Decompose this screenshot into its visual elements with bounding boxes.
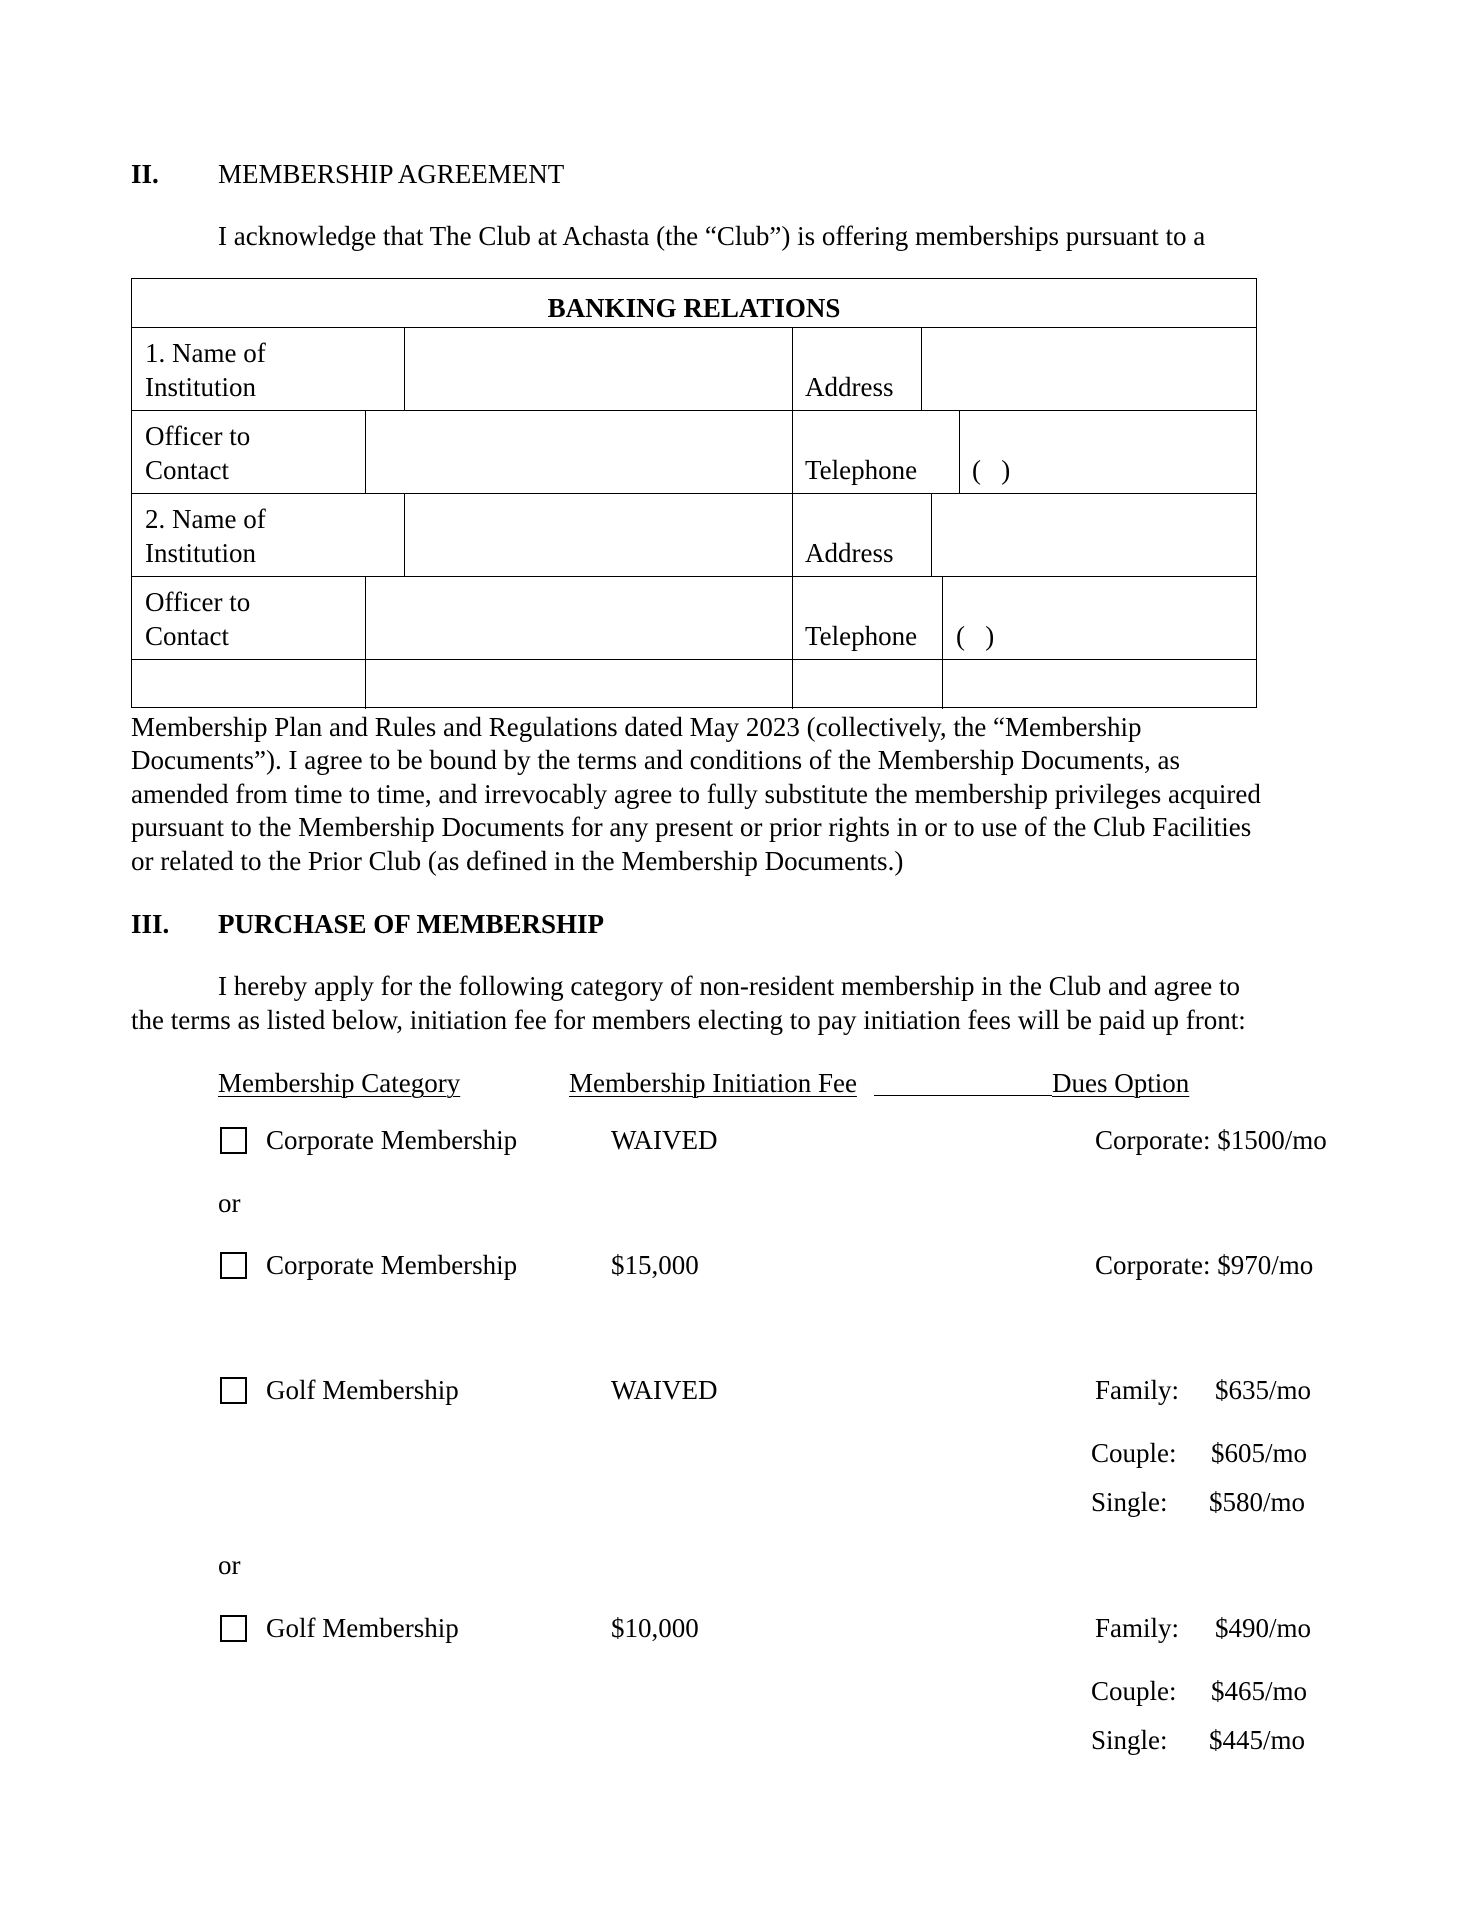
option-4-single-amount: $445/mo — [1209, 1725, 1306, 1755]
agreement-line-1: Membership Plan and Rules and Regulations dated May 2023 (collectively, the “Membership — [131, 712, 1142, 742]
row3-name-field[interactable] — [406, 495, 790, 574]
header-fee-underline-extension — [874, 1095, 1052, 1096]
row4-telephone-label: Telephone — [805, 621, 918, 651]
banking-table-title: BANKING RELATIONS — [547, 293, 841, 323]
banking-relations-table — [131, 278, 1257, 708]
option-3-couple-amount: $605/mo — [1211, 1438, 1308, 1468]
section-3-intro-line-2: the terms as listed below, initiation fee for members electing to pay initiation fees will be paid up front: — [131, 1005, 1246, 1035]
option-4-family-label: Family: — [1095, 1613, 1180, 1643]
row4-officer-field[interactable] — [367, 578, 790, 657]
row3-address-label: Address — [805, 538, 894, 568]
option-3-category: Golf Membership — [266, 1375, 459, 1405]
row2-officer-field[interactable] — [367, 412, 790, 491]
row3-label-line1: 2. Name of — [145, 504, 266, 534]
option-3-fee: WAIVED — [611, 1375, 718, 1405]
row2-label-line2: Contact — [145, 455, 229, 485]
agreement-line-5: or related to the Prior Club (as defined in the Membership Documents.) — [131, 846, 904, 876]
row1-label-line1: 1. Name of — [145, 338, 266, 368]
or-separator-1: or — [218, 1188, 241, 1218]
row4-label-line1: Officer to — [145, 587, 251, 617]
row1-address-label: Address — [805, 372, 894, 402]
option-2-category: Corporate Membership — [266, 1250, 518, 1280]
option-4-category: Golf Membership — [266, 1613, 459, 1643]
corporate-waived-checkbox[interactable] — [220, 1127, 247, 1154]
option-4-couple-amount: $465/mo — [1211, 1676, 1308, 1706]
section-2-intro: I acknowledge that The Club at Achasta (the “Club”) is offering memberships pursuant to a — [218, 221, 1206, 251]
option-1-fee: WAIVED — [611, 1125, 718, 1155]
option-4-single-label: Single: — [1091, 1725, 1168, 1755]
option-3-family-amount: $635/mo — [1215, 1375, 1312, 1405]
row3-label-line2: Institution — [145, 538, 257, 568]
row4-label-line2: Contact — [145, 621, 229, 651]
header-membership-category: Membership Category — [218, 1068, 461, 1098]
or-separator-2: or — [218, 1550, 241, 1580]
option-4-family-amount: $490/mo — [1215, 1613, 1312, 1643]
agreement-line-2: Documents”). I agree to be bound by the terms and conditions of the Membership Documents, as — [131, 745, 1180, 775]
row1-address-field[interactable] — [923, 329, 1253, 408]
corporate-fee-checkbox[interactable] — [220, 1252, 247, 1279]
option-3-single-amount: $580/mo — [1209, 1487, 1306, 1517]
option-3-single-label: Single: — [1091, 1487, 1168, 1517]
section-2-title: MEMBERSHIP AGREEMENT — [218, 159, 565, 189]
section-3-number: III. — [131, 909, 170, 939]
header-initiation-fee: Membership Initiation Fee — [569, 1068, 857, 1098]
option-1-category: Corporate Membership — [266, 1125, 518, 1155]
option-4-fee: $10,000 — [611, 1613, 699, 1643]
section-3-intro-line-1: I hereby apply for the following category of non-resident membership in the Club and agree to — [218, 971, 1240, 1001]
header-dues-option: Dues Option — [1052, 1068, 1190, 1098]
section-3-title: PURCHASE OF MEMBERSHIP — [218, 909, 605, 939]
row2-telephone-field[interactable]: ( ) — [972, 455, 1011, 485]
golf-fee-checkbox[interactable] — [220, 1615, 247, 1642]
row1-label-line2: Institution — [145, 372, 257, 402]
agreement-line-3: amended from time to time, and irrevocably agree to fully substitute the membership privileges acquired — [131, 779, 1261, 809]
row3-address-field[interactable] — [933, 495, 1253, 574]
row4-telephone-field[interactable]: ( ) — [956, 621, 995, 651]
option-3-couple-label: Couple: — [1091, 1438, 1177, 1468]
row2-telephone-label: Telephone — [805, 455, 918, 485]
golf-waived-checkbox[interactable] — [220, 1377, 247, 1404]
row2-label-line1: Officer to — [145, 421, 251, 451]
agreement-line-4: pursuant to the Membership Documents for any present or prior rights in or to use of the Club Facilities — [131, 812, 1252, 842]
section-2-number: II. — [131, 159, 159, 189]
option-2-dues: Corporate: $970/mo — [1095, 1250, 1314, 1280]
option-3-family-label: Family: — [1095, 1375, 1180, 1405]
option-4-couple-label: Couple: — [1091, 1676, 1177, 1706]
option-1-dues: Corporate: $1500/mo — [1095, 1125, 1327, 1155]
option-2-fee: $15,000 — [611, 1250, 699, 1280]
row1-name-field[interactable] — [406, 329, 790, 408]
